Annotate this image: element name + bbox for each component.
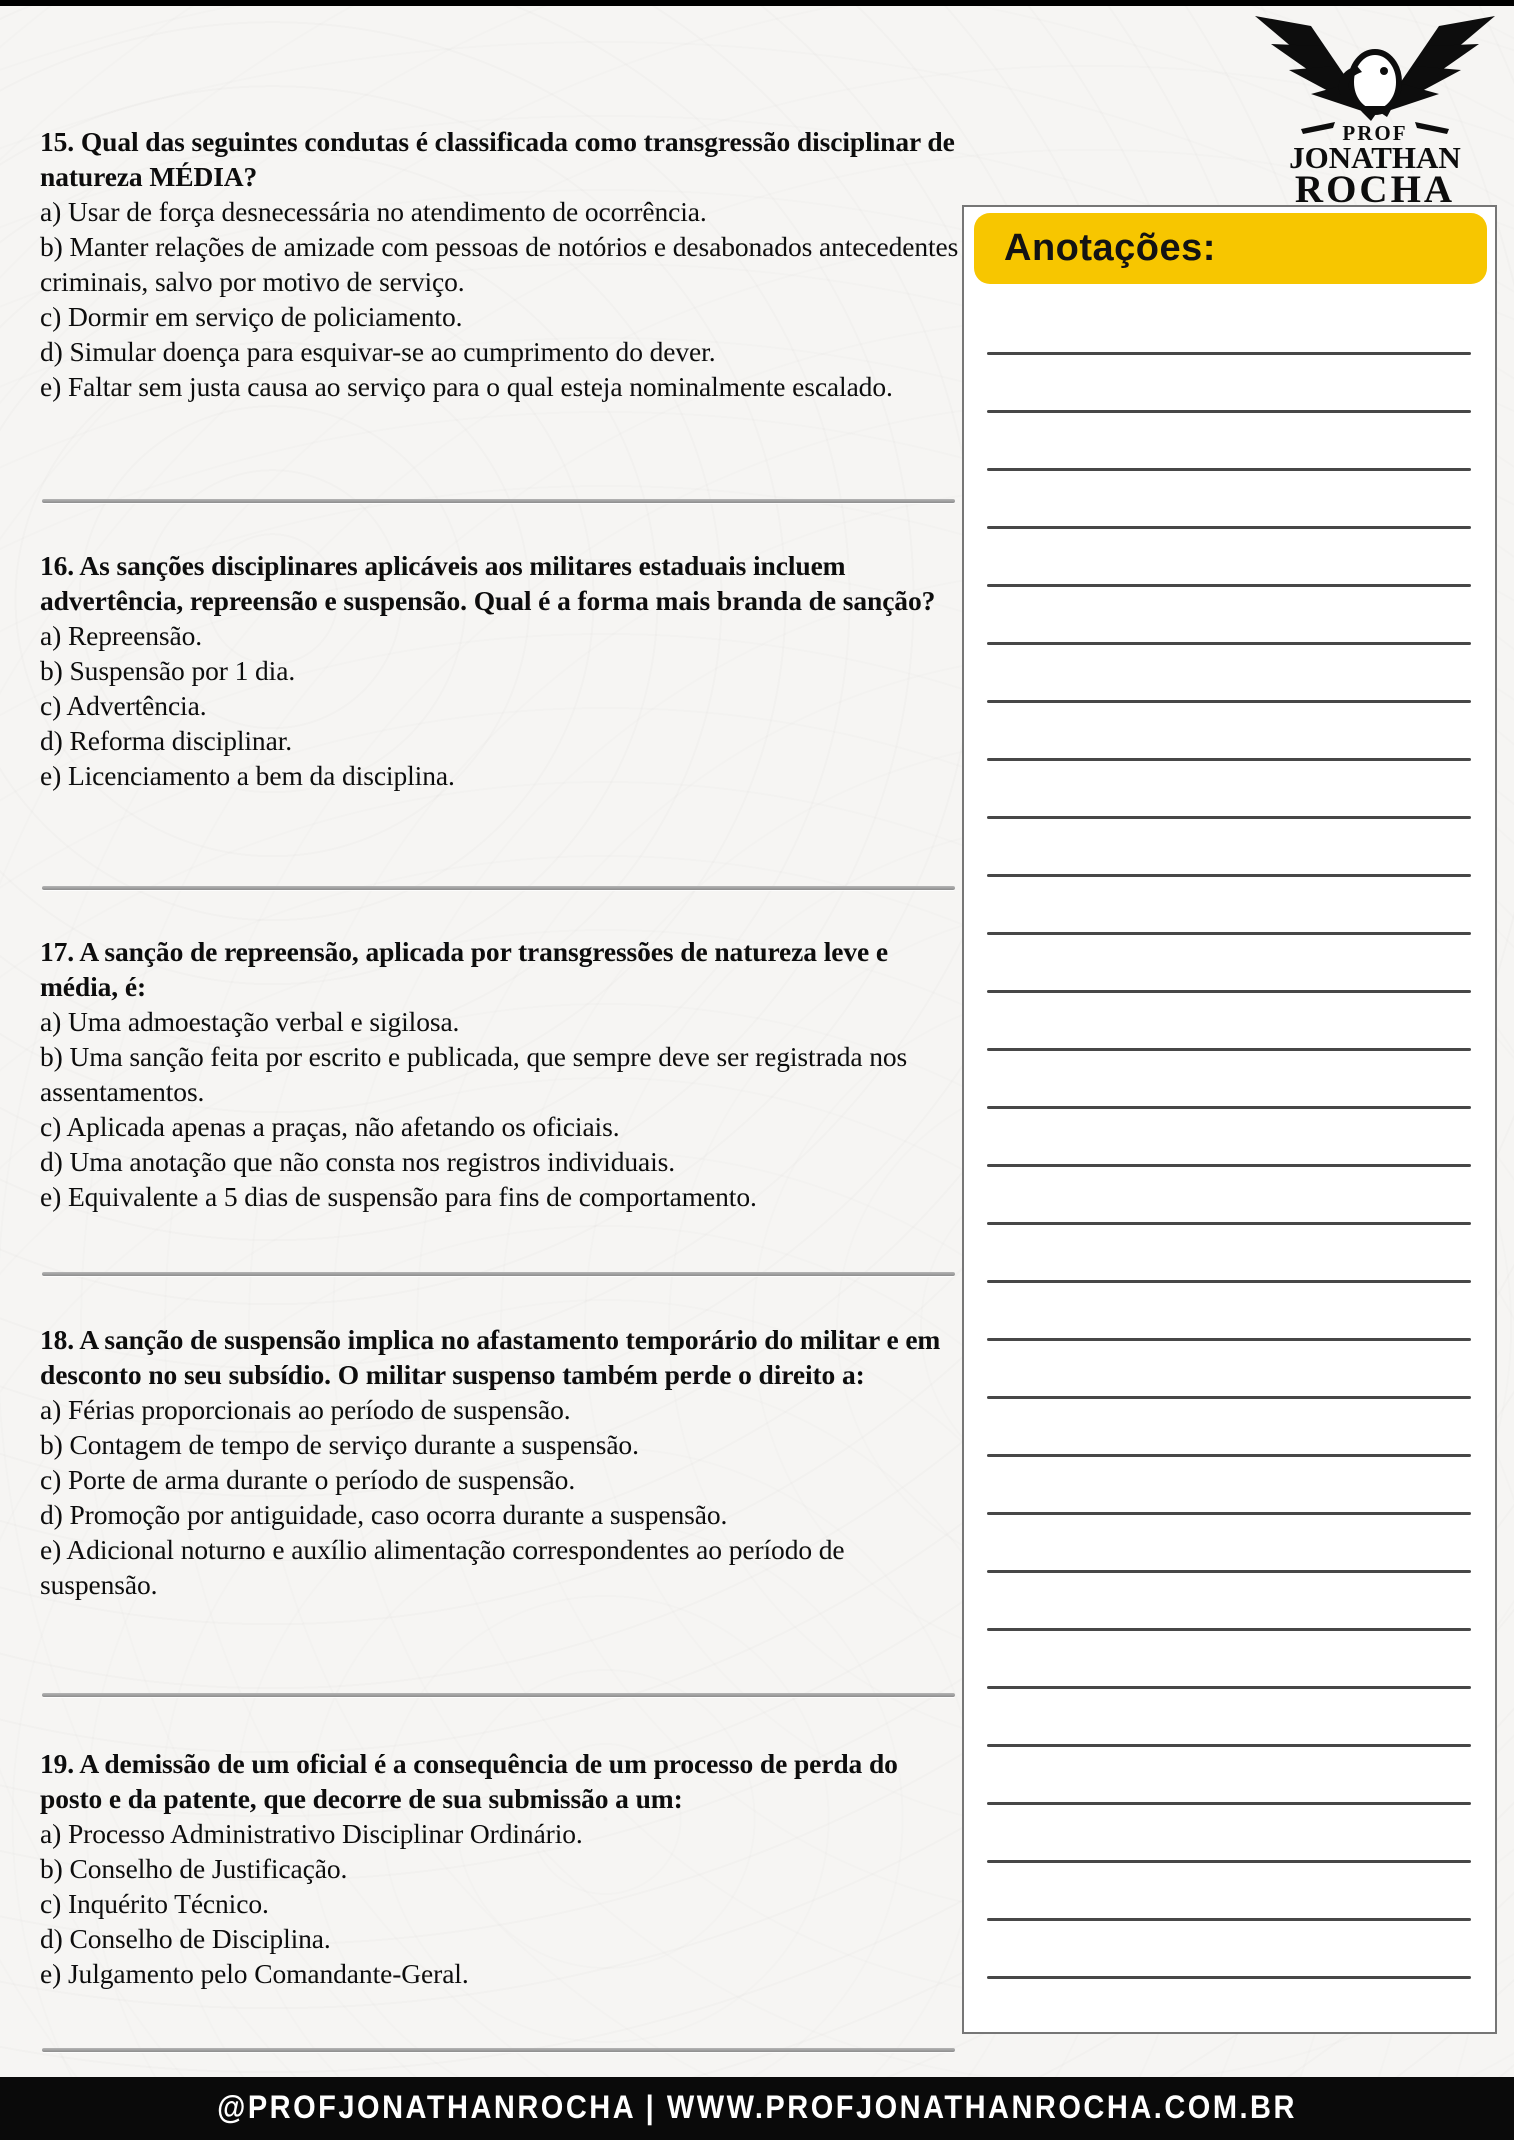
note-line <box>987 526 1471 529</box>
question-19-option-b: b) Conselho de Justificação. <box>40 1853 348 1884</box>
question-16 <box>40 548 960 793</box>
question-18-option-e: e) Adicional noturno e auxílio alimentação correspondentes ao período de suspensão. <box>40 1534 845 1600</box>
note-line <box>987 1396 1471 1399</box>
section-divider <box>42 2048 955 2052</box>
note-line <box>987 584 1471 587</box>
question-number: 16. <box>40 550 75 581</box>
note-line <box>987 1860 1471 1863</box>
question-15-stem <box>40 124 960 194</box>
note-line <box>987 1686 1471 1689</box>
notes-panel-title: Anotações: <box>1004 227 1216 269</box>
question-19-option-e: e) Julgamento pelo Comandante-Geral. <box>40 1958 469 1989</box>
question-text: Qual das seguintes condutas é classificada como transgressão disciplinar de natureza MÉDIA? <box>40 126 955 192</box>
question-15 <box>40 124 960 404</box>
question-16-option-e: e) Licenciamento a bem da disciplina. <box>40 760 455 791</box>
logo-line2: JONATHAN <box>1289 140 1461 175</box>
note-line <box>987 874 1471 877</box>
question-16-option-d: d) Reforma disciplinar. <box>40 725 293 756</box>
question-15-option-c: c) Dormir em serviço de policiamento. <box>40 301 463 332</box>
note-line <box>987 1512 1471 1515</box>
question-16-option-c: c) Advertência. <box>40 690 207 721</box>
question-number: 17. <box>40 936 75 967</box>
note-line <box>987 1454 1471 1457</box>
note-line <box>987 1048 1471 1051</box>
question-16-option-b: b) Suspensão por 1 dia. <box>40 655 296 686</box>
question-17 <box>40 934 960 1214</box>
question-18-option-d: d) Promoção por antiguidade, caso ocorra durante a suspensão. <box>40 1499 728 1530</box>
note-line <box>987 1802 1471 1805</box>
question-19-option-d: d) Conselho de Disciplina. <box>40 1923 331 1954</box>
question-15-option-b: b) Manter relações de amizade com pessoas de notórios e desabonados antecedentes criminais, salvo por motivo de serviço. <box>40 231 959 297</box>
question-number: 15. <box>40 126 75 157</box>
note-line <box>987 1338 1471 1341</box>
note-line <box>987 1918 1471 1921</box>
note-line <box>987 990 1471 993</box>
question-16-stem <box>40 548 960 618</box>
question-15-option-e: e) Faltar sem justa causa ao serviço para o qual esteja nominalmente escalado. <box>40 371 893 402</box>
question-18 <box>40 1322 960 1602</box>
section-divider <box>42 886 955 890</box>
question-15-option-d: d) Simular doença para esquivar-se ao cumprimento do dever. <box>40 336 716 367</box>
question-17-option-d: d) Uma anotação que não consta nos registros individuais. <box>40 1146 676 1177</box>
note-line <box>987 1628 1471 1631</box>
note-line <box>987 1744 1471 1747</box>
note-line <box>987 700 1471 703</box>
prof-jonathan-rocha-logo <box>1245 10 1505 210</box>
note-line <box>987 1106 1471 1109</box>
question-18-option-a: a) Férias proporcionais ao período de suspensão. <box>40 1394 571 1425</box>
question-17-option-b: b) Uma sanção feita por escrito e publicada, que sempre deve ser registrada nos assentamentos. <box>40 1041 908 1107</box>
question-19 <box>40 1746 960 1991</box>
question-19-stem <box>40 1746 960 1816</box>
question-text: A demissão de um oficial é a consequência de um processo de perda do posto e da patente, que decorre de sua submissão a um: <box>40 1748 898 1814</box>
question-19-option-a: a) Processo Administrativo Disciplinar Ordinário. <box>40 1818 583 1849</box>
question-15-option-a: a) Usar de força desnecessária no atendimento de ocorrência. <box>40 196 707 227</box>
note-line <box>987 1280 1471 1283</box>
question-16-option-a: a) Repreensão. <box>40 620 202 651</box>
footer-bar <box>0 2077 1514 2140</box>
question-number: 18. <box>40 1324 75 1355</box>
question-18-option-c: c) Porte de arma durante o período de suspensão. <box>40 1464 576 1495</box>
question-19-option-c: c) Inquérito Técnico. <box>40 1888 269 1919</box>
question-text: A sanção de suspensão implica no afastamento temporário do militar e em desconto no seu subsídio. O militar suspenso também perde o direito a: <box>40 1324 941 1390</box>
section-divider <box>42 1272 955 1276</box>
question-number: 19. <box>40 1748 75 1779</box>
note-line <box>987 1976 1471 1979</box>
logo-line3: ROCHA <box>1294 168 1456 210</box>
note-line <box>987 352 1471 355</box>
question-text: A sanção de repreensão, aplicada por transgressões de natureza leve e média, é: <box>40 936 888 1002</box>
note-line <box>987 758 1471 761</box>
top-black-bar <box>0 0 1514 6</box>
note-line <box>987 1570 1471 1573</box>
note-line <box>987 932 1471 935</box>
note-line <box>987 1222 1471 1225</box>
note-line <box>987 468 1471 471</box>
question-17-stem <box>40 934 960 1004</box>
question-17-option-e: e) Equivalente a 5 dias de suspensão para fins de comportamento. <box>40 1181 757 1212</box>
note-line <box>987 816 1471 819</box>
notes-panel <box>962 205 1497 2034</box>
question-18-stem <box>40 1322 960 1392</box>
question-17-option-c: c) Aplicada apenas a praças, não afetando os oficiais. <box>40 1111 620 1142</box>
note-line <box>987 1164 1471 1167</box>
logo-line1: PROF <box>1342 121 1408 145</box>
note-line <box>987 642 1471 645</box>
footer-text: @PROFJONATHANROCHA | WWW.PROFJONATHANROCHA.COM.BR <box>217 2090 1297 2126</box>
question-17-option-a: a) Uma admoestação verbal e sigilosa. <box>40 1006 460 1037</box>
section-divider <box>42 499 955 503</box>
eagle-icon <box>1245 10 1505 210</box>
section-divider <box>42 1693 955 1697</box>
question-18-option-b: b) Contagem de tempo de serviço durante a suspensão. <box>40 1429 639 1460</box>
notes-panel-header <box>974 213 1487 284</box>
question-text: As sanções disciplinares aplicáveis aos militares estaduais incluem advertência, repreensão e suspensão. Qual é a forma mais branda de sanção? <box>40 550 936 616</box>
note-line <box>987 410 1471 413</box>
